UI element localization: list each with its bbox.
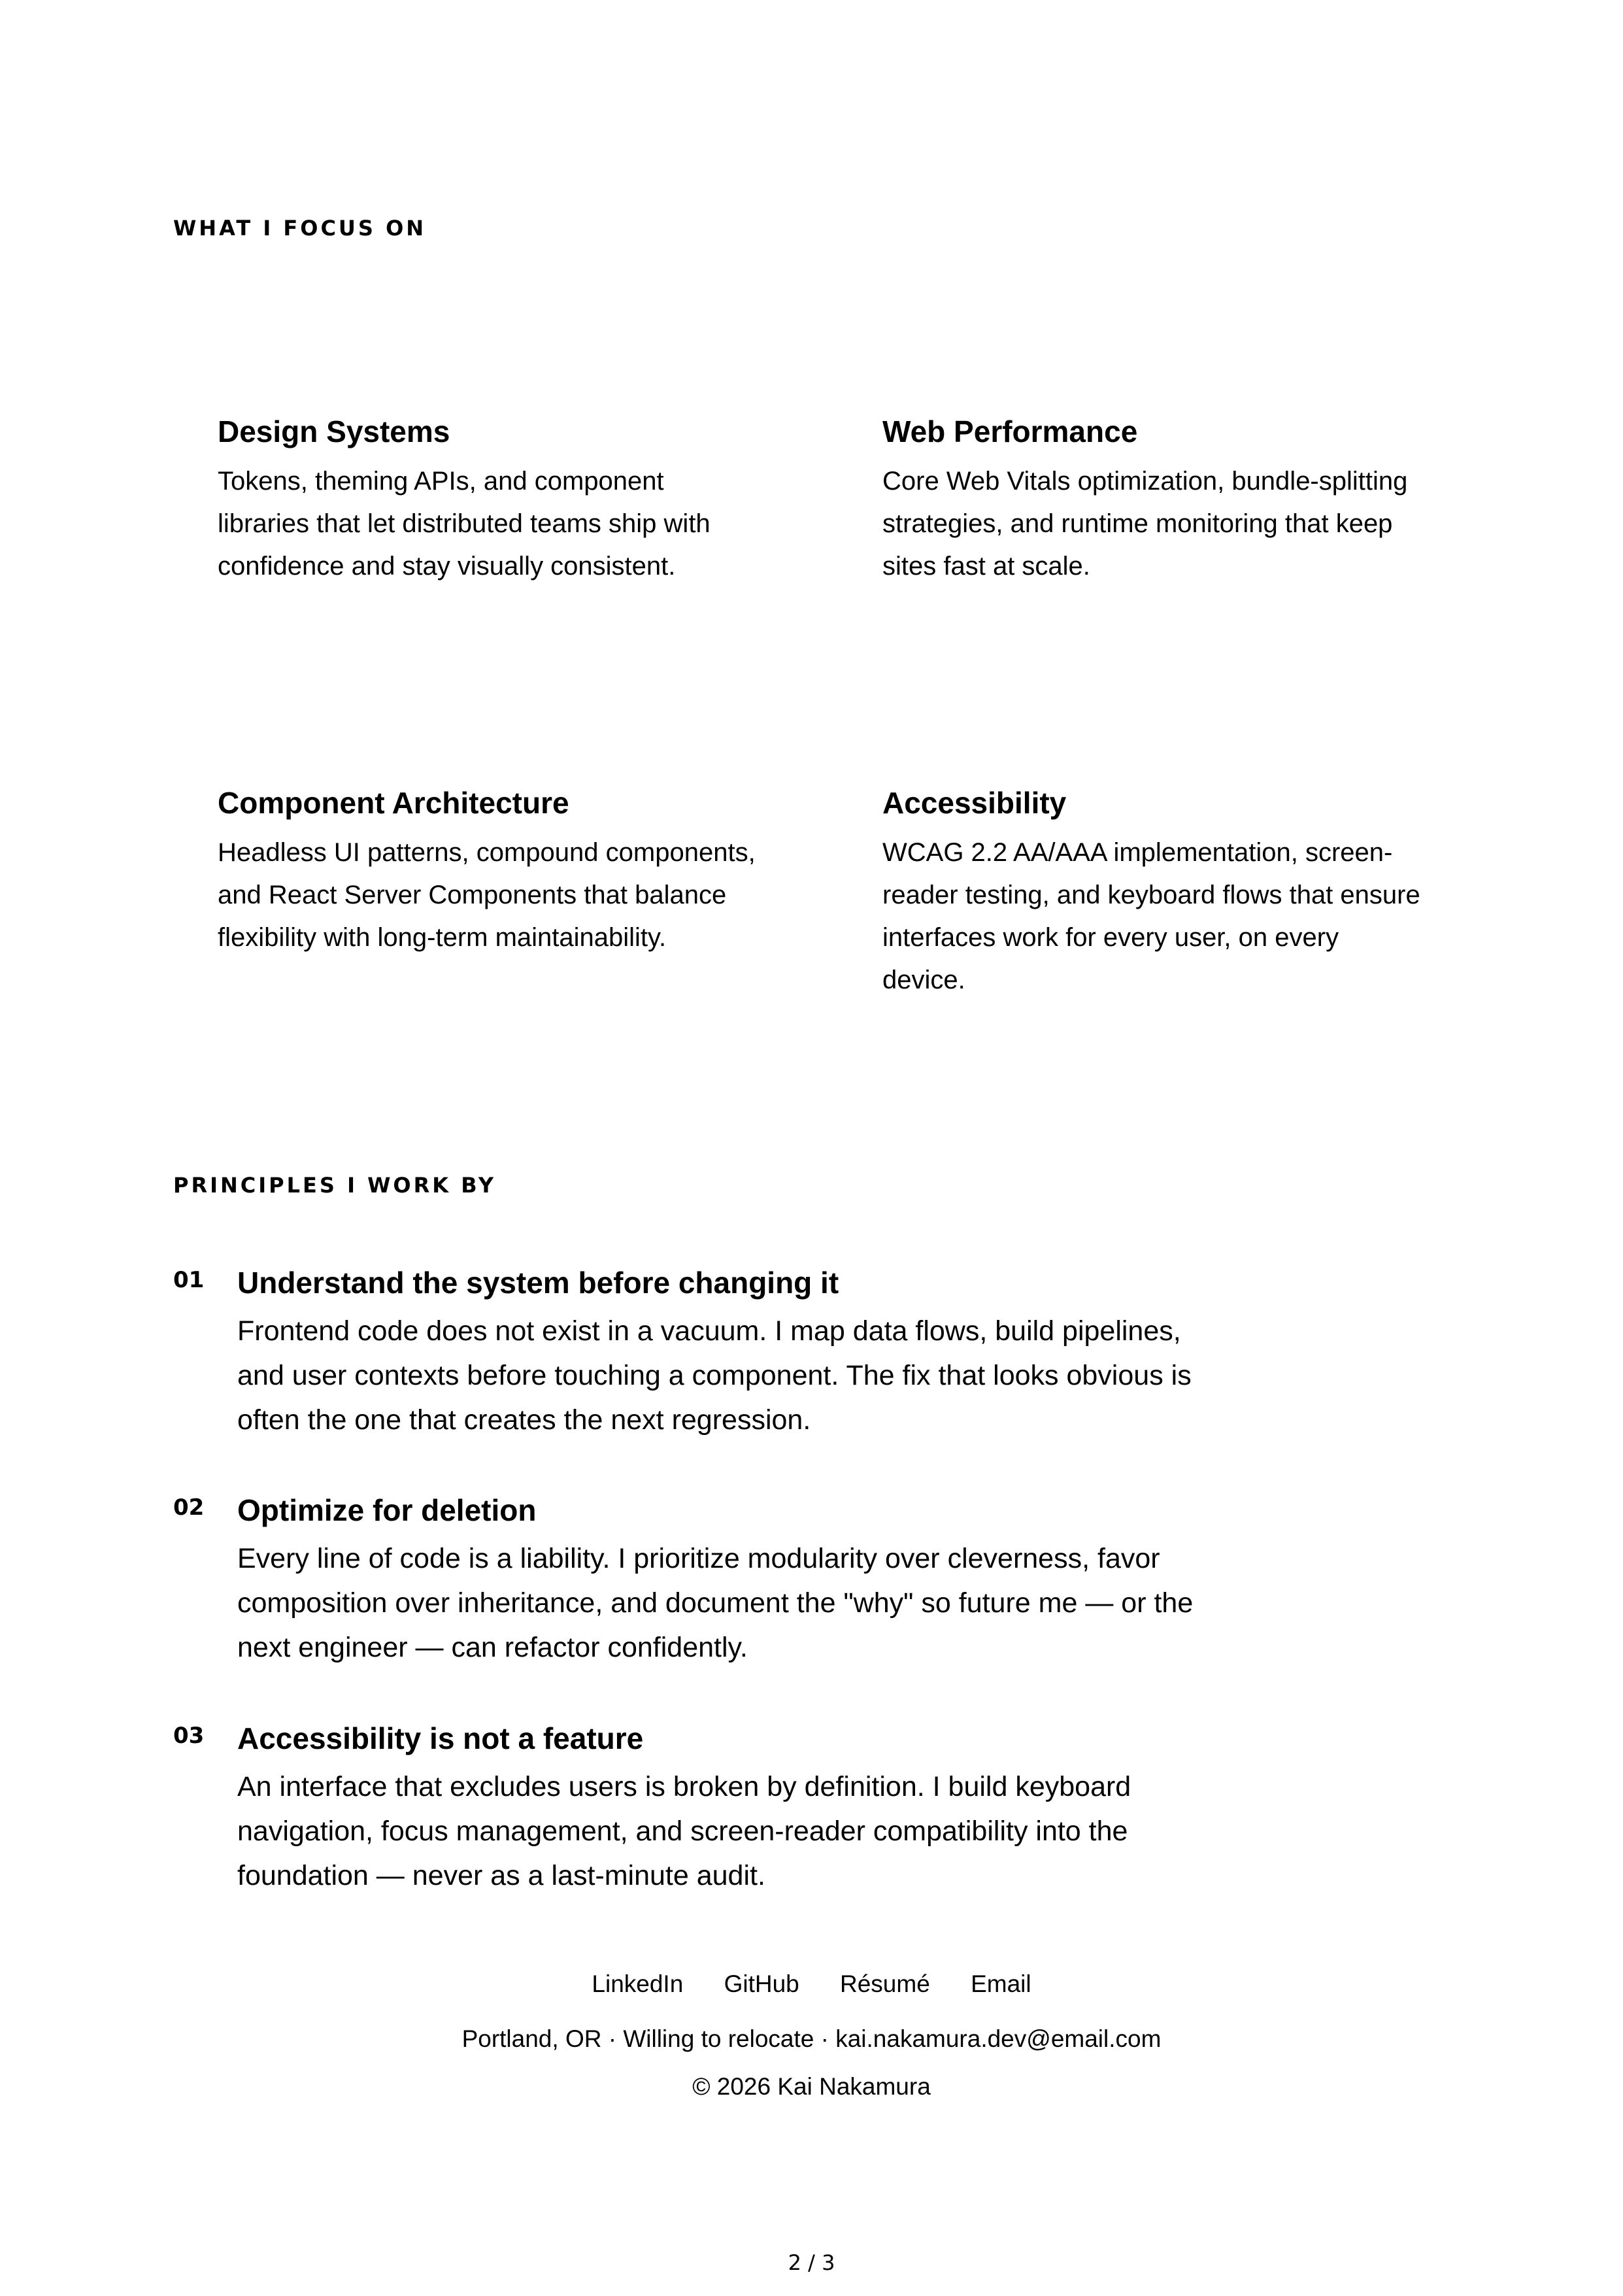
- focus-card-web-performance: [882, 412, 1425, 588]
- focus-card-title: Design Systems: [218, 414, 450, 448]
- principle-item: [173, 1263, 1219, 1442]
- focus-card-title: Accessibility: [882, 786, 1067, 820]
- github-link[interactable]: GitHub: [724, 1970, 799, 1997]
- principle-title: Accessibility is not a feature: [237, 1721, 644, 1755]
- footer-contact-info: Portland, OR · Willing to relocate · kai.nakamura.dev@email.com: [461, 2025, 1162, 2052]
- principle-number: 01: [173, 1267, 205, 1293]
- focus-card-description: Tokens, theming APIs, and component libraries that let distributed teams ship with confidence and stay visually consistent.: [218, 467, 711, 581]
- principle-description: Frontend code does not exist in a vacuum. I map data flows, build pipelines, and user contexts before touching a component. The fix that looks obvious is often the one that creates the next regression.: [237, 1315, 1192, 1436]
- principles-section-heading: PRINCIPLES I WORK BY: [173, 1173, 496, 1198]
- focus-card-title: Web Performance: [882, 414, 1138, 448]
- focus-card-component-architecture: [218, 783, 760, 959]
- principle-number: 02: [173, 1494, 205, 1521]
- focus-card-accessibility: [882, 783, 1425, 1002]
- principle-number: 03: [173, 1723, 205, 1749]
- principle-description: Every line of code is a liability. I prioritize modularity over cleverness, favor composition over inheritance, and document the "why" so future me — or the next engineer — can refactor confidently.: [237, 1543, 1194, 1663]
- footer-copyright: © 2026 Kai Nakamura: [692, 2073, 931, 2100]
- focus-card-design-systems: [218, 412, 760, 588]
- principle-item: [173, 1491, 1219, 1670]
- principle-item: [173, 1719, 1219, 1898]
- principle-description: An interface that excludes users is broken by definition. I build keyboard navigation, focus management, and screen-reader compatibility into the foundation — never as a last-minute audit.: [237, 1771, 1131, 1891]
- linkedin-link[interactable]: LinkedIn: [592, 1970, 684, 1997]
- email-link[interactable]: Email: [971, 1970, 1031, 1997]
- focus-card-description: Headless UI patterns, compound components, and React Server Components that balance flexibility with long-term maintainability.: [218, 838, 756, 952]
- page-number: 2 / 3: [788, 2250, 835, 2275]
- principle-title: Understand the system before changing it: [237, 1266, 839, 1300]
- footer-links: [0, 1970, 1623, 1998]
- focus-card-description: WCAG 2.2 AA/AAA implementation, screen-reader testing, and keyboard flows that ensure interfaces work for every user, on every device.: [882, 838, 1420, 994]
- focus-card-description: Core Web Vitals optimization, bundle-splitting strategies, and runtime monitoring that keep sites fast at scale.: [882, 467, 1408, 581]
- focus-section-heading: WHAT I FOCUS ON: [173, 216, 427, 241]
- resume-link[interactable]: Résumé: [840, 1970, 930, 1997]
- focus-card-title: Component Architecture: [218, 786, 569, 820]
- principle-title: Optimize for deletion: [237, 1493, 537, 1527]
